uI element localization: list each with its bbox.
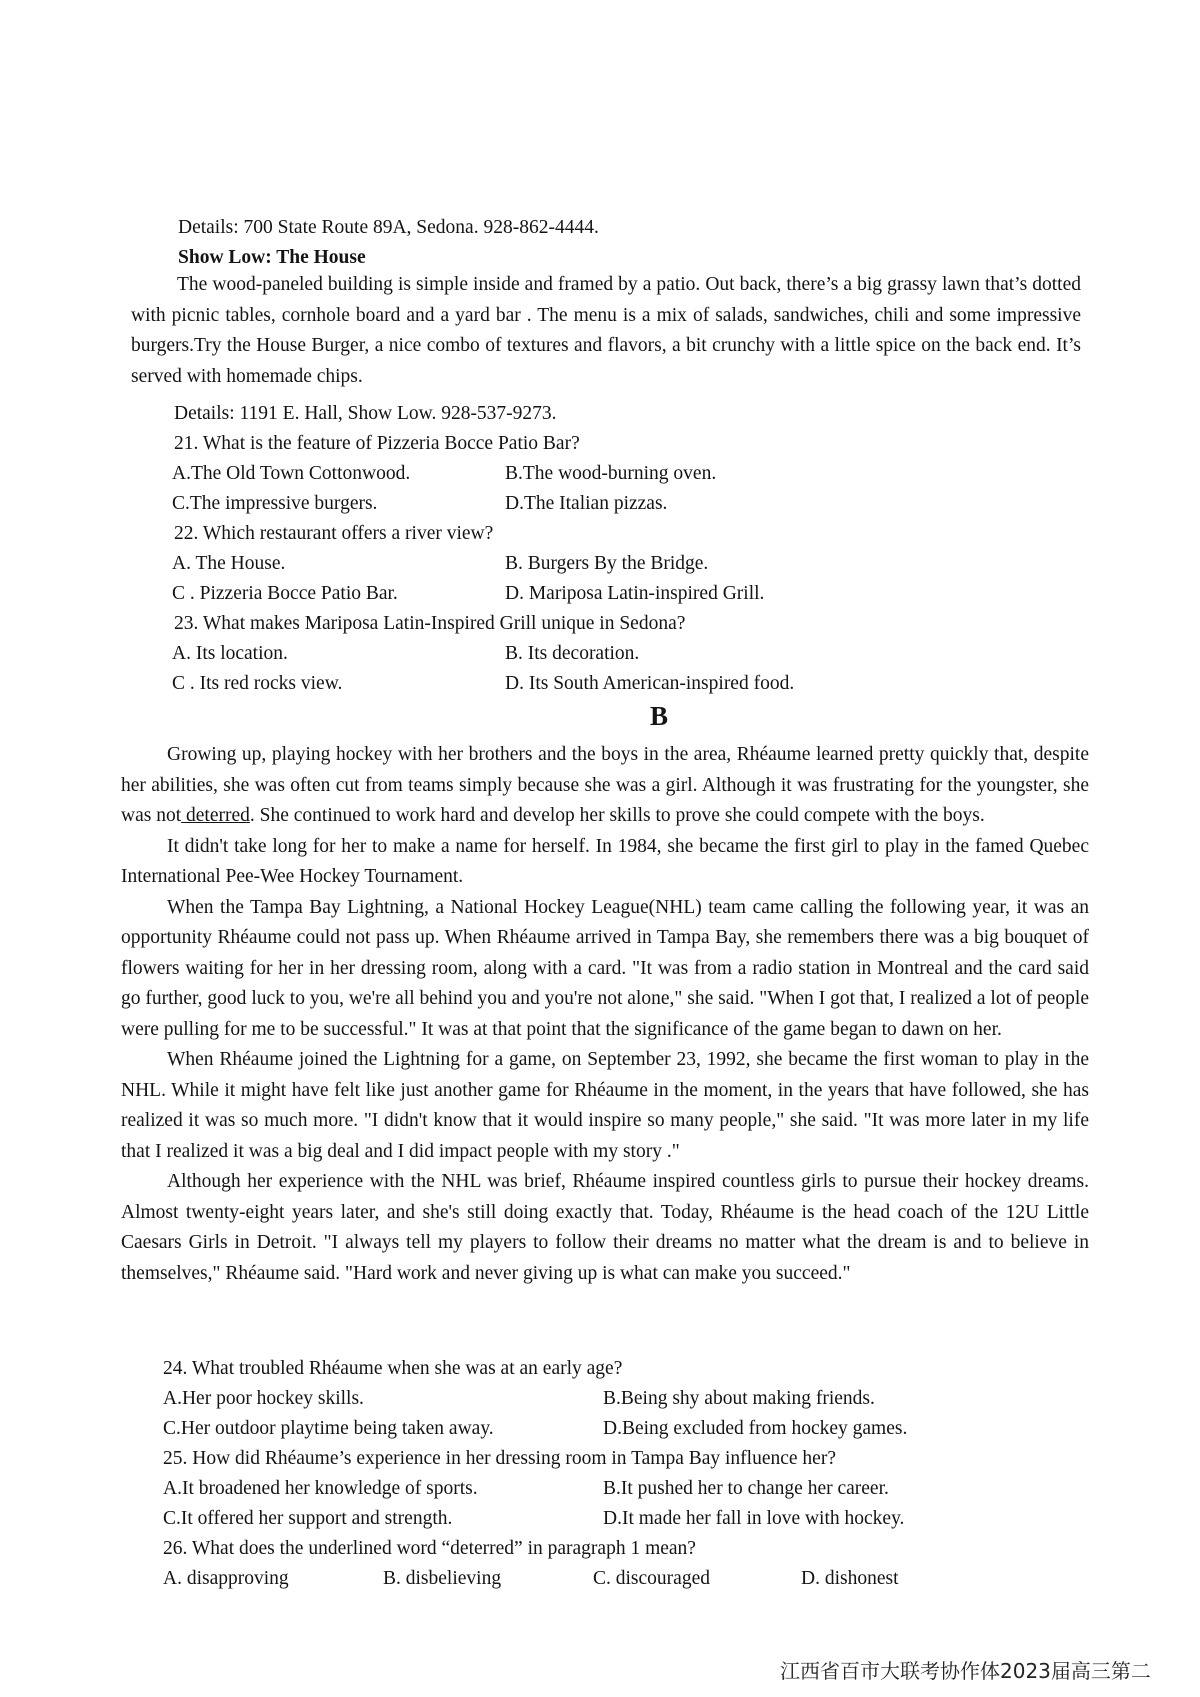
question-21-option-a: A.The Old Town Cottonwood. bbox=[172, 463, 411, 484]
question-26-option-c: C. discouraged bbox=[593, 1568, 710, 1589]
passage-b bbox=[121, 740, 1089, 1289]
question-26-option-a: A. disapproving bbox=[163, 1568, 289, 1589]
house-paragraph bbox=[131, 270, 1081, 392]
show-low-heading: Show Low: The House bbox=[178, 247, 366, 268]
details-line-1: Details: 700 State Route 89A, Sedona. 928-862-4444. bbox=[178, 217, 599, 238]
page-footer: 江西省百市大联考协作体2023届高三第二 bbox=[780, 1659, 1151, 1683]
question-22-option-d: D. Mariposa Latin-inspired Grill. bbox=[505, 583, 765, 604]
question-25-option-b: B.It pushed her to change her career. bbox=[603, 1478, 889, 1499]
question-26-option-d: D. dishonest bbox=[801, 1568, 899, 1589]
question-25-option-d: D.It made her fall in love with hockey. bbox=[603, 1508, 905, 1529]
passage-b-paragraph-5: Although her experience with the NHL was brief, Rhéaume inspired countless girls to pursue their hockey dreams. Almost twenty-eight years later, and she's still doing exactly that. Today, Rhéaume is the head coach of the 12U Little Caesars Girls in Detroit. "I always tell my players to follow their dreams no matter what the dream is and to believe in themselves," Rhéaume said. "Hard work and never giving up is what can make you succeed." bbox=[121, 1171, 1089, 1284]
question-21-option-d: D.The Italian pizzas. bbox=[505, 493, 668, 514]
question-25-option-c: C.It offered her support and strength. bbox=[163, 1508, 453, 1529]
house-paragraph-text: The wood-paneled building is simple inside and framed by a patio. Out back, there’s a big grassy lawn that’s dotted with picnic tables, cornhole board and a yard bar . The menu is a mix of salads, sandwiches, chili and some impressive burgers.Try the House Burger, a nice combo of textures and flavors, a bit crunchy with a little spice on the back end. It’s served with homemade chips. bbox=[131, 274, 1081, 387]
details-line-2: Details: 1191 E. Hall, Show Low. 928-537-9273. bbox=[174, 403, 557, 424]
passage-b-paragraph-3: When the Tampa Bay Lightning, a National Hockey League(NHL) team came calling the following year, it was an opportunity Rhéaume could not pass up. When Rhéaume arrived in Tampa Bay, she remembers there was a big bouquet of flowers waiting for her in her dressing room, along with a card. "It was from a radio station in Montreal and the card said go further, good luck to you, we're all behind you and you're not alone," she said. "When I got that, I realized a lot of people were pulling for me to be successful." It was at that point that the significance of the game began to dawn on her. bbox=[121, 896, 1089, 1040]
paragraph-1-text-before: Growing up, playing hockey with her brothers and the boys in the area, Rhéaume learned pretty quickly that, despite her abilities, she was often cut from teams simply because she was a girl. Although it was frustrating for the youngster, she was not bbox=[121, 744, 1089, 826]
question-26-option-b: B. disbelieving bbox=[383, 1568, 502, 1589]
section-b-heading: B bbox=[650, 701, 669, 731]
question-23-option-a: A. Its location. bbox=[172, 643, 288, 664]
paragraph-1-text-after: . She continued to work hard and develop her skills to prove she could compete with the boys. bbox=[249, 805, 985, 826]
question-24-option-a: A.Her poor hockey skills. bbox=[163, 1388, 364, 1409]
passage-b-paragraph-4: When Rhéaume joined the Lightning for a game, on September 23, 1992, she became the first woman to play in the NHL. While it might have felt like just another game for Rhéaume in the moment, in the years that have followed, she has realized it was so much more. "I didn't know that it would inspire so many people," she said. "It was more later in my life that I realized it was a big deal and I did impact people with my story ." bbox=[121, 1049, 1089, 1162]
question-22-option-a: A. The House. bbox=[172, 553, 286, 574]
question-23-option-b: B. Its decoration. bbox=[505, 643, 640, 664]
question-24-option-c: C.Her outdoor playtime being taken away. bbox=[163, 1418, 494, 1439]
question-24-option-d: D.Being excluded from hockey games. bbox=[603, 1418, 908, 1439]
question-23-option-c: C . Its red rocks view. bbox=[172, 673, 343, 694]
question-23-stem: 23. What makes Mariposa Latin-Inspired Grill unique in Sedona? bbox=[174, 613, 686, 634]
passage-b-paragraph-1 bbox=[121, 740, 1089, 832]
question-26-stem: 26. What does the underlined word “deterred” in paragraph 1 mean? bbox=[163, 1538, 696, 1559]
question-22-option-c: C . Pizzeria Bocce Patio Bar. bbox=[172, 583, 398, 604]
question-25-option-a: A.It broadened her knowledge of sports. bbox=[163, 1478, 478, 1499]
question-24-option-b: B.Being shy about making friends. bbox=[603, 1388, 875, 1409]
underlined-word-deterred: deterred bbox=[181, 805, 250, 826]
passage-b-paragraph-2: It didn't take long for her to make a name for herself. In 1984, she became the first girl to play in the famed Quebec International Pee-Wee Hockey Tournament. bbox=[121, 835, 1089, 887]
question-21-stem: 21. What is the feature of Pizzeria Bocce Patio Bar? bbox=[174, 433, 580, 454]
question-24-stem: 24. What troubled Rhéaume when she was at an early age? bbox=[163, 1358, 623, 1379]
question-21-option-c: C.The impressive burgers. bbox=[172, 493, 378, 514]
question-22-stem: 22. Which restaurant offers a river view? bbox=[174, 523, 494, 544]
question-25-stem: 25. How did Rhéaume’s experience in her dressing room in Tampa Bay influence her? bbox=[163, 1448, 836, 1469]
question-21-option-b: B.The wood-burning oven. bbox=[505, 463, 717, 484]
question-23-option-d: D. Its South American-inspired food. bbox=[505, 673, 795, 694]
question-22-option-b: B. Burgers By the Bridge. bbox=[505, 553, 709, 574]
